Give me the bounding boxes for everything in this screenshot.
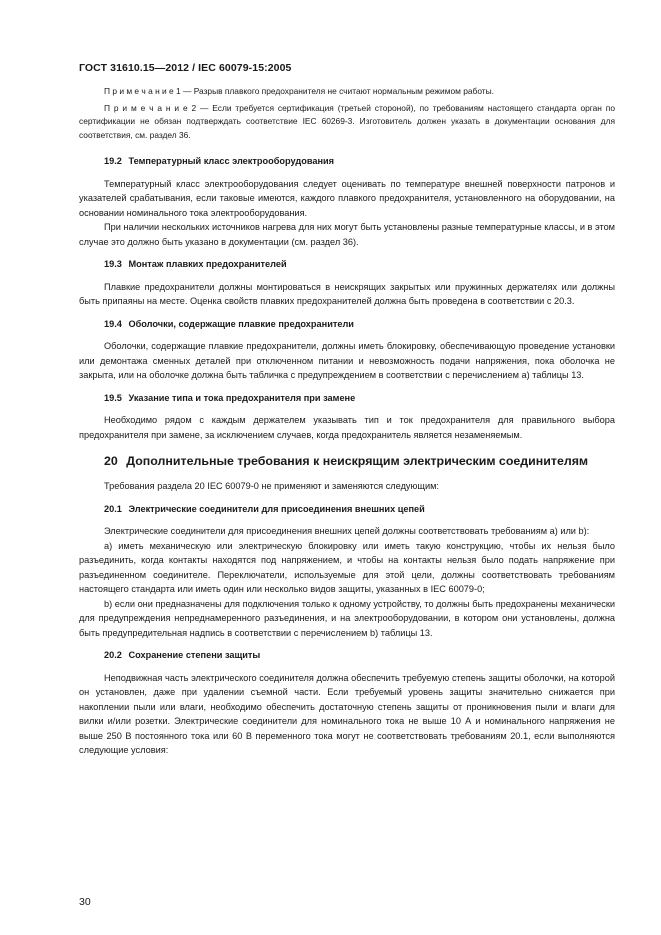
section-title: Электрические соединители для присоединения внешних цепей	[128, 503, 425, 514]
section-number: 19.4	[104, 318, 122, 329]
section-title: Монтаж плавких предохранителей	[128, 259, 287, 269]
section-20-1-heading	[79, 502, 615, 517]
section-20-2-heading	[79, 648, 615, 663]
paragraph: Требования раздела 20 IEC 60079-0 не применяют и заменяются следующим:	[104, 481, 439, 491]
list-item-b: b) если они предназначены для подключения только к одному устройству, то должны быть предохранены механически для предупреждения непреднамеренного разъединения, и на электрооборудовании, в котором они установлены, должна быть предупредительная надпись в соответствии с перечислением b) таблицы 13.	[79, 598, 615, 638]
section-number: 20.2	[104, 650, 122, 660]
section-19-4-heading	[79, 317, 615, 332]
paragraph: Оболочки, содержащие плавкие предохранители, должны иметь блокировку, обеспечивающую проведение установки или демонтажа сменных деталей при отключенном питании и невозможность подачи напряжения, пока оболочка не закрыта, или на оболочке должна быть табличка с предупреждением в соответствии с перечислением а) таблицы 13.	[79, 341, 615, 380]
list-item-a: а) иметь механическую или электрическую блокировку или иметь такую конструкцию, чтобы их нельзя было разъединить, когда контакты находятся под напряжением, и чтобы на контакты нельзя было подать напряжение при разъединенном соединителе. Переключатели, используемые для этой цели, должны соответствовать требованиям настоящего стандарта или иметь один или несколько видов защиты, указанных в IEC 60079-0;	[79, 540, 615, 594]
section-19-3-heading	[79, 257, 615, 272]
section-number: 20	[104, 454, 118, 468]
section-title: Указание типа и тока предохранителя при замене	[128, 392, 356, 403]
notes-block	[79, 85, 615, 142]
paragraph: Температурный класс электрооборудования следует оценивать по температуре внешней поверхности патронов и указателей срабатывания, если таковые имеются, каждого плавкого предохранителя, установленного на оборудовании, на основании номинального тока электрооборудования.	[79, 178, 615, 218]
section-number: 19.2	[104, 156, 122, 166]
note-2	[79, 102, 615, 143]
paragraph: Плавкие предохранители должны монтироваться в неискрящих закрытых или пружинных держателях или должны быть припаяны на месте. Оценка свойств плавких предохранителей должна быть проведена в соответствии с 20.3.	[79, 281, 615, 306]
section-title: Сохранение степени защиты	[128, 650, 261, 660]
note-1	[79, 85, 615, 99]
note-1-label: П р и м е ч а н и е 1	[104, 86, 181, 96]
paragraph: При наличии нескольких источников нагрева для них могут быть установлены разные температурные классы, и в этом случае это должно быть указано в документации (см. раздел 36).	[79, 222, 615, 247]
document-header: ГОСТ 31610.15—2012 / IEC 60079-15:2005	[79, 62, 292, 74]
note-1-text: — Разрыв плавкого предохранителя не считают нормальным режимом работы.	[180, 86, 494, 96]
section-title: Оболочки, содержащие плавкие предохранители	[128, 318, 354, 329]
section-number: 19.3	[104, 259, 122, 269]
note-2-label: П р и м е ч а н и е 2	[104, 102, 197, 113]
paragraph: Необходимо рядом с каждым держателем указывать тип и ток предохранителя для правильного выбора предохранителя при замене, за исключением случаев, когда предохранитель является незаменяемым.	[79, 415, 615, 440]
page-number: 30	[79, 896, 91, 908]
section-title: Температурный класс электрооборудования	[128, 156, 335, 166]
section-19-5-heading	[79, 391, 615, 406]
section-20-heading	[79, 454, 615, 469]
section-number: 20.1	[104, 503, 122, 514]
main-content	[79, 146, 615, 758]
note-2-text: — Если требуется сертификация (третьей стороной), по требованиям настоящего стандарта орган по сертификации не обязан подтверждать соответствие IEC 60269-3. Изготовитель должен указать в документации основания для соответствия, см. раздел 36.	[79, 102, 615, 140]
paragraph: Электрические соединители для присоединения внешних цепей должны соответствовать требованиям а) или b):	[104, 526, 590, 536]
paragraph: Неподвижная часть электрического соединителя должна обеспечить требуемую степень защиты оболочки, на которой он установлен, даже при удалении съемной части. Если требуемый уровень защиты значительно снижается при накоплении пыли или влаги, необходимо обеспечить достаточную степень защиты от проникновения пыли и влаги для вилки и/или розетки. Электрические соединители для номинального тока не выше 10 А и номинального напряжения не выше 250 В постоянного тока или 60 В переменного тока могут не соответствовать требованиям 20.1, если выполняются следующие условия:	[79, 672, 615, 755]
section-title: Дополнительные требования к неискрящим электрическим соединителям	[126, 454, 589, 468]
section-number: 19.5	[104, 392, 122, 403]
section-19-2-heading	[79, 154, 615, 169]
